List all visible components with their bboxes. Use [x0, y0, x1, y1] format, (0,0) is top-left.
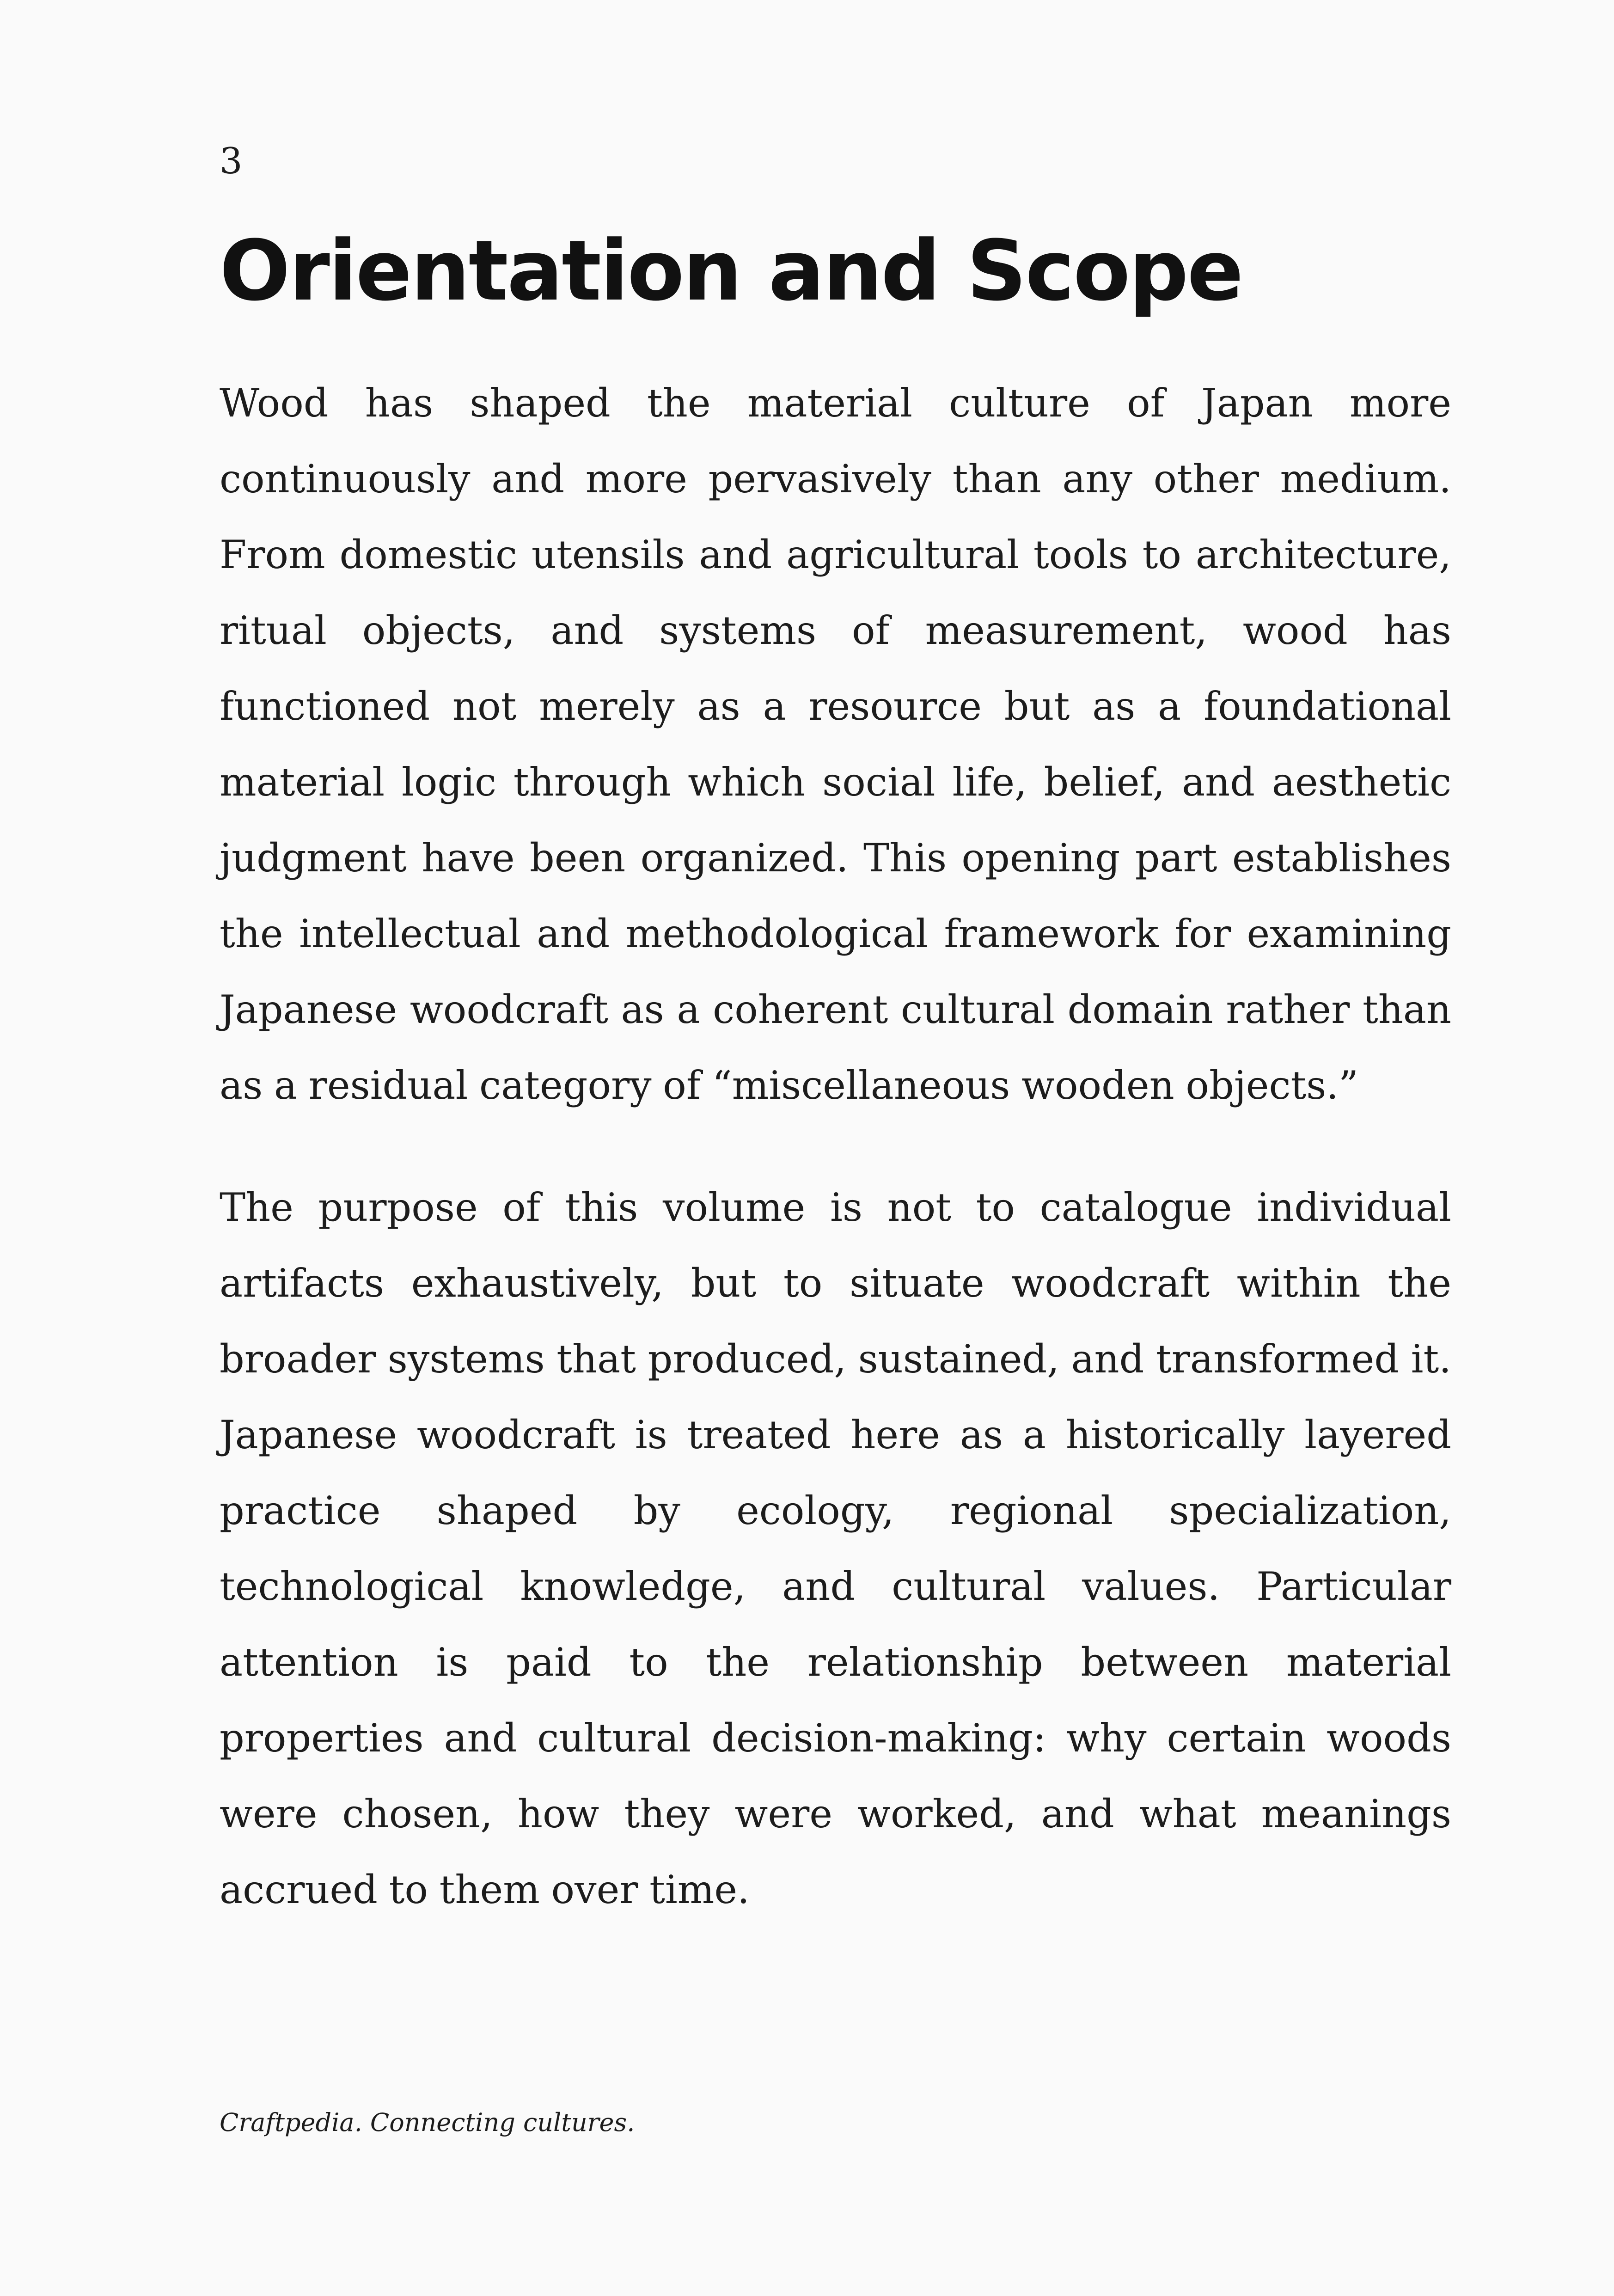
body-text [220, 365, 1451, 1928]
paragraph-2: The purpose of this volume is not to catalogue individual artifacts exhaustively, but to situate woodcraft within the broader systems that produced, sustained, and transformed it. Japanese woodcraft is treated here as a historically layered practice shaped by ecology, regional specialization, technological knowledge, and cultural values. Particular attention is paid to the relationship between material properties and cultural decision-making: why certain woods were chosen, how they were worked, and what meanings accrued to them over time. [220, 1185, 1451, 1912]
page-number: 3 [220, 141, 243, 182]
document-page [220, 0, 1451, 2296]
footer-tagline: Craftpedia. Connecting cultures. [220, 2108, 635, 2137]
page-title: Orientation and Scope [220, 223, 1242, 319]
paragraph-1: Wood has shaped the material culture of Japan more continuously and more pervasively than any other medium. From domestic utensils and agricultural tools to architecture, ritual objects, and systems of measurement, wood has functioned not merely as a resource but as a foundational material logic through which social life, belief, and aesthetic judgment have been organized. This opening part establishes the intellectual and methodological framework for examining Japanese woodcraft as a coherent cultural domain rather than as a residual category of “miscellaneous wooden objects.” [220, 380, 1451, 1108]
